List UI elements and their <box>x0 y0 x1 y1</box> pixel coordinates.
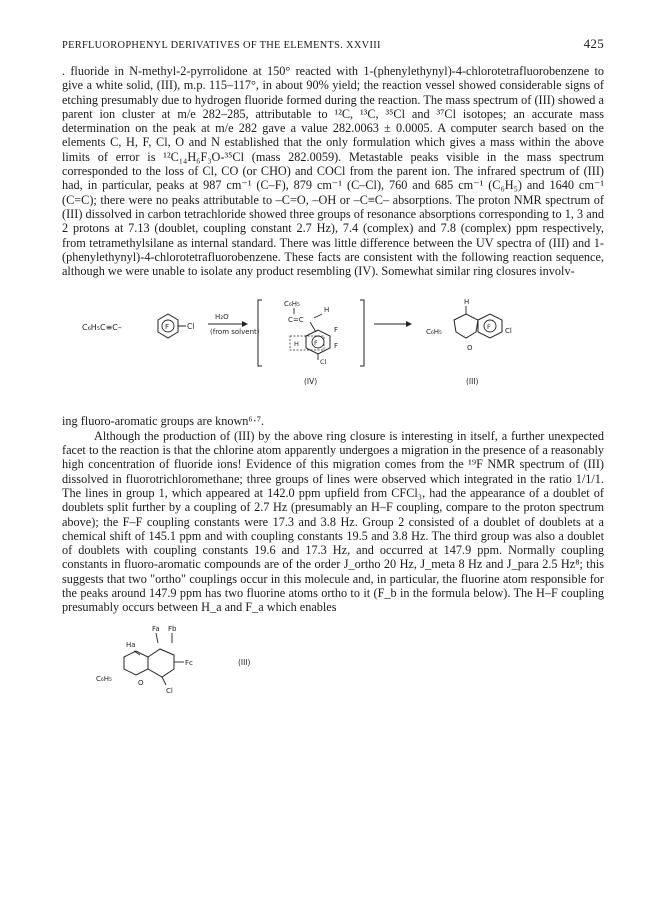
formula-iii-drawing <box>62 621 604 699</box>
paragraph-3: Although the production of (III) by the above ring closure is interesting in itself, a further unexpected facet to the reaction is that the chlorine atom apparently undergoes a migration in the presence of a reasonably high concentration of fluoride ions! Evidence of this migration comes from the ¹⁹F NMR spectrum of (III) dissolved in fluorotrichloromethane; three groups of lines were observed which integrated in the ratio 1/1/1. The lines in group 1, which appeared at 142.0 ppm upfield from CFCl₃, had the appearance of a doublet of doublets split further by a coupling of 2.7 Hz (presumably an H–F coupling, compare to the proton spectrum above); the F–F coupling constants were 17.3 and 3.8 Hz. Group 2 consisted of a doublet of doublets at a chemical shift of 145.1 ppm and with coupling constants 19.5 and 3.8 Hz. The third group was also a doublet of doublets with coupling constants 19.6 and 17.3 Hz, and occurred at 147.9 ppm. Normally coupling constants in fluoro-aromatic compounds are of the order J_ortho 20 Hz, J_meta 8 Hz and J_para 2.5 Hz⁸; this suggests that two "ortho" couplings occur in this molecule and, in particular, the fluorine atom responsible for the peaks around 147.9 ppm has two fluorine atoms ortho to it (F_b in the formula below). The H–F coupling presumably occurs between H_a and F_a which enables <box>62 428 604 615</box>
formula-ha: Ha <box>126 640 136 649</box>
formula-cl: Cl <box>166 686 173 695</box>
product-o: O <box>467 344 473 353</box>
formula-c6h5: C₆H₅ <box>96 674 112 683</box>
formula-label: (III) <box>238 657 251 667</box>
label-iv: (IV) <box>304 377 318 387</box>
reaction-scheme-drawing <box>62 286 604 404</box>
journal-page <box>62 36 604 699</box>
ring-fluoro-label: F <box>165 323 170 332</box>
page-number: 425 <box>583 36 604 51</box>
paragraph-1: . fluoride in N-methyl-2-pyrrolidone at 150° reacted with 1-(phenylethynyl)-4-chlorotetrafluorobenzene to give a white solid, (III), m.p. 115–117°, in about 90% yield; the reaction vessel showed considerable signs of etching presumably due to hydrogen fluoride formed during the reaction. The mass spectrum of (III) showed a parent ion cluster at m/e 282–285, attributable to ¹²C, ¹³C, ³⁵Cl and ³⁷Cl isotopes; an accurate mass determination on the peak at m/e 282 gave a value 282.0063 ± 0.0005. A computer search based on the elements C, H, F, Cl, O and N established that the only formulation which gives a mass within the above limits of error is ¹²C₁₄H₆F₃O-³⁵Cl (mass 282.0059). Metastable peaks visible in the mass spectrum corresponded to the loss of Cl, CO (or CHO) and COCl from the parent ion. The infrared spectrum of (III) had, in particular, peaks at 987 cm⁻¹ (C–F), 879 cm⁻¹ (C–Cl), 760 and 685 cm⁻¹ (C₆H₅) and 1640 cm⁻¹ (C=C); there were no peaks attributable to –C=O, –OH or –C≡C– absorptions. The proton NMR spectrum of (III) dissolved in carbon tetrachloride showed three groups of resonance absorptions corresponding to 1, 3 and 2 protons at 7.13 (doublet, coupling constant 2.7 Hz), 7.4 (complex) and 7.8 (complex) ppm respectively, from tetramethylsilane as internal standard. There was little difference between the UV spectra of (III) and 1-(phenylethynyl)-4-chlorotetrafluorobenzene. These facts are consistent with the following reaction sequence, although we were unable to isolate any product resembling (IV). Somewhat similar ring closures involv- <box>62 64 604 279</box>
formula-fb: Fb <box>168 624 177 633</box>
formula-fa: Fa <box>152 624 160 633</box>
reagent-note: (from solvent) <box>210 328 260 337</box>
reactant-phenylethynyl: C₆H₅C≡C– <box>82 323 122 333</box>
intermediate-h-box: H <box>294 340 299 349</box>
reaction-scheme <box>62 286 604 404</box>
product-phenyl: C₆H₅ <box>426 328 442 337</box>
paragraph-2: ing fluoro-aromatic groups are known⁶·⁷. <box>62 414 265 429</box>
product-ring-f: F <box>487 323 491 332</box>
formula-iii <box>62 621 604 699</box>
reactant-ring <box>158 314 178 338</box>
intermediate-f-right: F <box>334 342 339 351</box>
intermediate-phenyl: C₆H₅ <box>284 300 300 309</box>
label-iii: (III) <box>466 377 479 387</box>
running-title: PERFLUOROPHENYL DERIVATIVES OF THE ELEMENTS. XXVIII <box>62 40 381 51</box>
intermediate-double-bond: C=C <box>288 316 304 325</box>
intermediate-cl: Cl <box>320 358 327 367</box>
reagent-water: H₂O <box>215 313 229 322</box>
product-h: H <box>464 298 470 307</box>
formula-fc: Fc <box>185 658 193 667</box>
intermediate-ring-f: F <box>314 339 318 348</box>
product-cl: Cl <box>505 327 512 336</box>
formula-o: O <box>138 678 144 687</box>
intermediate-h: H <box>324 306 330 315</box>
page-header <box>62 36 604 52</box>
reactant-cl: Cl <box>187 322 195 332</box>
intermediate-f-top: F <box>334 326 339 335</box>
